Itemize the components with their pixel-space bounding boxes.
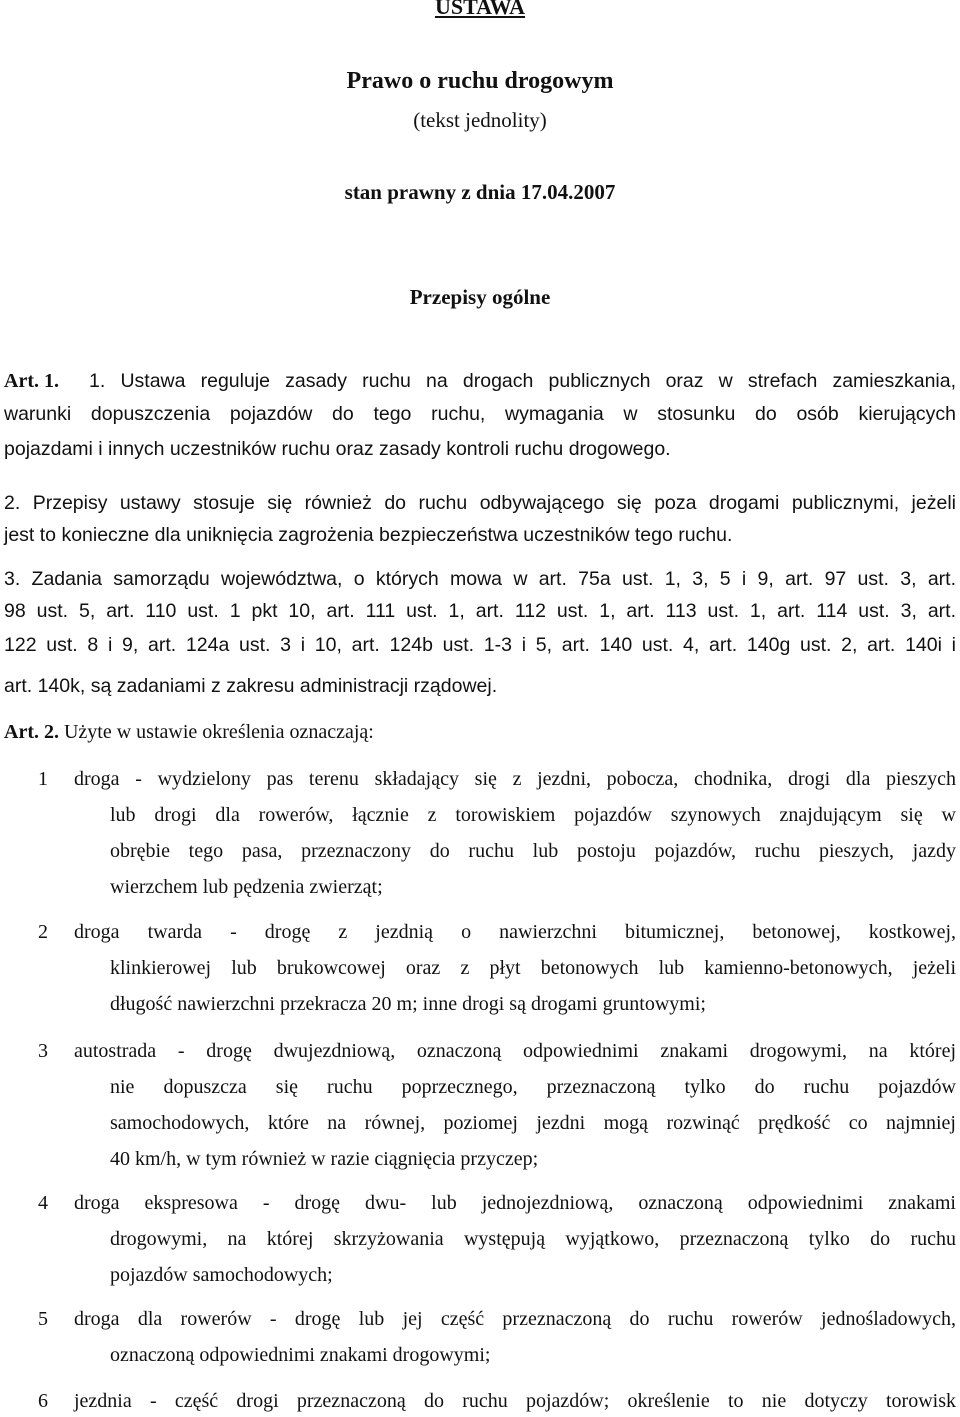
art1-label-text: Art. 1. — [4, 370, 59, 392]
legal-status-date: stan prawny z dnia 17.04.2007 — [344, 180, 616, 204]
art2-intro-text: Użyte w ustawie określenia oznaczają: — [63, 721, 374, 743]
art1-p1-line-2: warunki dopuszczenia pojazdów do tego ruchu, wymagania w stosunku do osób kierujących — [4, 403, 956, 425]
definition-line: lub drogi dla rowerów, łącznie z torowiskiem pojazdów szynowych znajdującym się w — [110, 804, 956, 826]
definition-line: droga twarda - drogę z jezdnią o nawierzchni bitumicznej, betonowej, kostkowej, — [74, 921, 956, 943]
art1-p3-line-4: art. 140k, są zadaniami z zakresu administracji rządowej. — [4, 675, 498, 697]
definition-line: długość nawierzchni przekracza 20 m; inne drogi są drogami gruntowymi; — [110, 993, 706, 1015]
definition-line: droga - wydzielony pas terenu składający się z jezdni, pobocza, chodnika, drogi dla pieszych — [74, 768, 956, 790]
act-title: Prawo o ruchu drogowym — [346, 68, 614, 94]
definition-line: pojazdów samochodowych; — [110, 1264, 333, 1286]
act-subtitle: (tekst jednolity) — [413, 108, 547, 132]
definition-line: jezdnia - część drogi przeznaczoną do ruchu pojazdów; określenie to nie dotyczy torowisk — [74, 1390, 956, 1412]
act-type-heading: USTAWA — [434, 0, 526, 19]
definition-number: 6 — [38, 1390, 48, 1412]
definition-line: obrębie tego pasa, przeznaczony do ruchu lub postoju pojazdów, ruchu pieszych, jazdy — [110, 840, 956, 862]
definition-number: 5 — [38, 1308, 48, 1330]
definition-number: 1 — [38, 768, 48, 790]
definition-line: droga dla rowerów - drogę lub jej część przeznaczoną do ruchu rowerów jednośladowych, — [74, 1308, 956, 1330]
definition-number: 4 — [38, 1192, 48, 1214]
art1-p3-line-1: 3. Zadania samorządu województwa, o których mowa w art. 75a ust. 1, 3, 5 i 9, art. 97 ust. 3, art. — [4, 568, 956, 590]
definition-line: oznaczoną odpowiednimi znakami drogowymi; — [110, 1344, 491, 1366]
art1-label — [4, 369, 59, 393]
art1-p1-line-3: pojazdami i innych uczestników ruchu oraz zasady kontroli ruchu drogowego. — [4, 438, 671, 460]
art2-label: Art. 2. — [4, 721, 59, 743]
art1-p1-text-1: Ustawa reguluje zasady ruchu na drogach publicznych oraz w strefach zamieszkania, — [120, 370, 957, 392]
art1-p2-line-1: 2. Przepisy ustawy stosuje się również do ruchu odbywającego się poza drogami publicznymi, jeżeli — [4, 492, 956, 514]
definition-line: droga ekspresowa - drogę dwu- lub jednojezdniową, oznaczoną odpowiednimi znakami — [74, 1192, 956, 1214]
definition-line: nie dopuszcza się ruchu poprzecznego, przeznaczoną tylko do ruchu pojazdów — [110, 1076, 956, 1098]
art1-p1-number: 1. — [89, 370, 106, 392]
art1-p3-line-3: 122 ust. 8 i 9, art. 124a ust. 3 i 10, art. 124b ust. 1-3 i 5, art. 140 ust. 4, art. 140g ust. 2, art. 140i i — [4, 634, 956, 656]
section-heading: Przepisy ogólne — [409, 285, 551, 309]
definition-line: wierzchem lub pędzenia zwierząt; — [110, 876, 383, 898]
definition-line: klinkierowej lub brukowcowej oraz z płyt betonowych lub kamienno-betonowych, jeżeli — [110, 957, 956, 979]
definition-line: samochodowych, które na równej, poziomej jezdni mogą rozwinąć prędkość co najmniej — [110, 1112, 956, 1134]
art2-intro — [4, 720, 956, 744]
definition-line: drogowymi, na której skrzyżowania występują wyjątkowo, przeznaczoną tylko do ruchu — [110, 1228, 956, 1250]
definition-line: autostrada - drogę dwujezdniową, oznaczoną odpowiednimi znakami drogowymi, na której — [74, 1040, 956, 1062]
definition-number: 3 — [38, 1040, 48, 1062]
definition-number: 2 — [38, 921, 48, 943]
art1-p3-line-2: 98 ust. 5, art. 110 ust. 1 pkt 10, art. 111 ust. 1, art. 112 ust. 1, art. 113 ust. 1, art. 114 ust. 3, art. — [4, 600, 956, 622]
art1-p2-line-2: jest to konieczne dla uniknięcia zagrożenia bezpieczeństwa uczestników tego ruchu. — [4, 524, 733, 546]
art1-p1-line-1 — [89, 369, 956, 393]
definition-line: 40 km/h, w tym również w razie ciągnięcia przyczep; — [110, 1148, 539, 1170]
